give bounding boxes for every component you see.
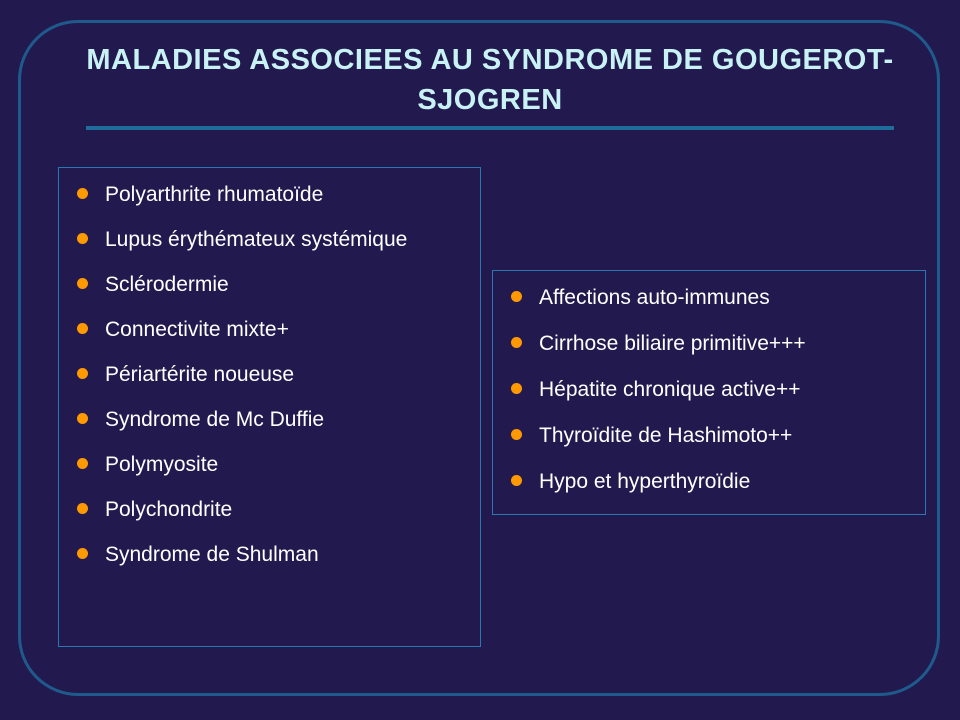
bullet-icon: [511, 383, 522, 394]
title-underline: [86, 126, 894, 130]
list-item: [71, 268, 480, 302]
bullet-icon: [511, 429, 522, 440]
list-item: [71, 538, 480, 572]
list-item: [505, 327, 925, 361]
list-item: [71, 178, 480, 212]
list-item-text: Affections auto-immunes: [539, 286, 770, 309]
left-list-box: [58, 167, 481, 647]
list-item-text: Polychondrite: [105, 498, 233, 521]
bullet-icon: [77, 278, 88, 289]
list-item-text: Polymyosite: [105, 453, 219, 476]
bullet-icon: [77, 188, 88, 199]
list-item-text: Thyroïdite de Hashimoto++: [539, 424, 793, 447]
bullet-icon: [77, 323, 88, 334]
list-item: [71, 313, 480, 347]
list-item-text: Lupus érythémateux systémique: [105, 228, 408, 251]
right-list-box: [492, 270, 926, 515]
bullet-icon: [77, 368, 88, 379]
bullet-icon: [77, 458, 88, 469]
bullet-icon: [511, 291, 522, 302]
list-item-text: Périartérite noueuse: [105, 363, 295, 386]
list-item: [71, 493, 480, 527]
slide-title: MALADIES ASSOCIEES AU SYNDROME DE GOUGEROT-SJOGREN: [86, 44, 894, 116]
bullet-icon: [77, 413, 88, 424]
list-item: [505, 465, 925, 499]
right-bullet-list: [493, 271, 925, 499]
list-item-text: Connectivite mixte+: [105, 318, 289, 341]
list-item-text: Hypo et hyperthyroïdie: [539, 470, 751, 493]
list-item-text: Hépatite chronique active++: [539, 378, 801, 401]
bullet-icon: [77, 503, 88, 514]
list-item-text: Syndrome de Mc Duffie: [105, 408, 325, 431]
bullet-icon: [511, 475, 522, 486]
left-bullet-list: [59, 168, 480, 572]
list-item: [71, 448, 480, 482]
list-item: [71, 223, 480, 257]
list-item: [505, 419, 925, 453]
list-item-text: Cirrhose biliaire primitive+++: [539, 332, 806, 355]
bullet-icon: [511, 337, 522, 348]
list-item-text: Sclérodermie: [105, 273, 229, 296]
bullet-icon: [77, 548, 88, 559]
list-item: [505, 373, 925, 407]
list-item: [505, 281, 925, 315]
list-item: [71, 403, 480, 437]
list-item-text: Syndrome de Shulman: [105, 543, 319, 566]
list-item: [71, 358, 480, 392]
list-item-text: Polyarthrite rhumatoïde: [105, 183, 324, 206]
bullet-icon: [77, 233, 88, 244]
